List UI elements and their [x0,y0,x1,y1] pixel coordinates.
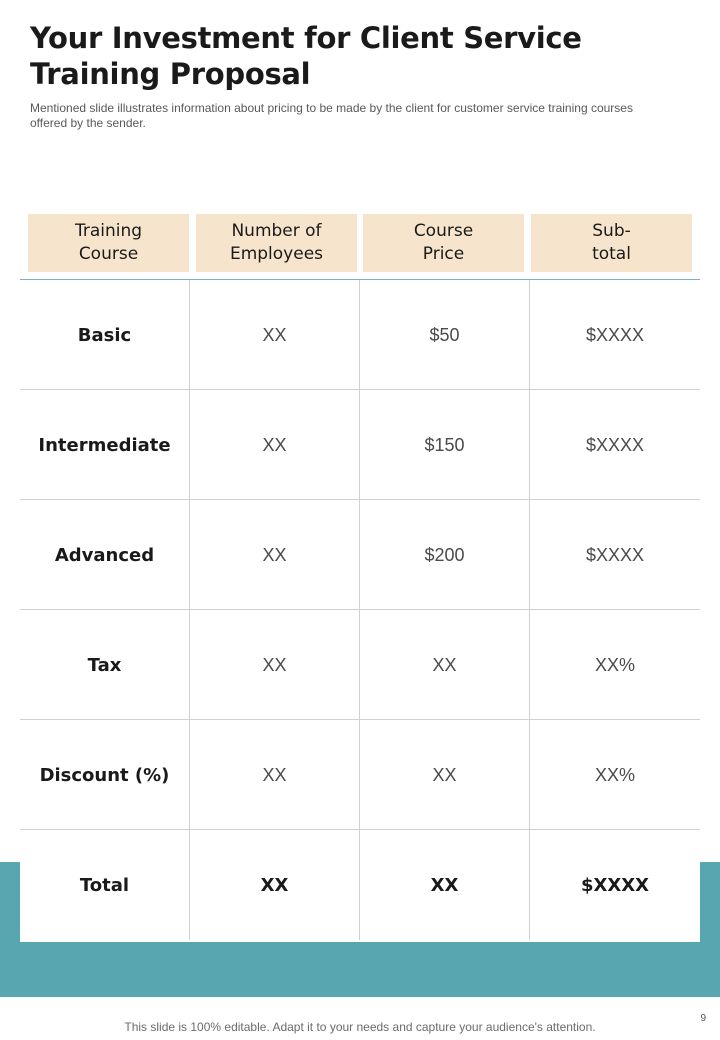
header-training-course: Training Course [28,214,189,272]
subtotal-cell: $XXXX [580,874,650,896]
price-cell: XX [360,830,530,940]
subtotal-cell: $XXXX [585,324,645,345]
price-cell: XX [360,720,530,830]
header-subtotal: Sub- total [531,214,692,272]
price-cell: $200 [360,500,530,610]
employees-cell: XX [190,500,360,610]
subtotal-cell: XX% [594,764,636,785]
employees-cell: XX [190,720,360,830]
table-row-basic [20,280,700,390]
employees-cell: XX [190,280,360,390]
employees-cell: XX [190,610,360,720]
pricing-table [20,279,700,942]
subtotal-cell: XX% [594,654,636,675]
employees-cell: XX [190,830,360,940]
row-label: Intermediate [20,390,190,500]
row-label: Discount (%) [20,720,190,830]
page-subtitle: Mentioned slide illustrates information about pricing to be made by the client for customer service training courses offered by the sender. [30,101,633,130]
header-course-price: Course Price [363,214,524,272]
row-label: Basic [20,280,190,390]
price-cell: XX [360,610,530,720]
row-label: Total [20,830,190,940]
price-cell: $50 [360,280,530,390]
row-label: Advanced [20,500,190,610]
price-cell: $150 [360,390,530,500]
table-row-advanced [20,500,700,610]
footer-note: This slide is 100% editable. Adapt it to your needs and capture your audience's attention. [124,1020,596,1034]
page-number: 9 [700,1013,706,1024]
header-number-of-employees: Number of Employees [196,214,357,272]
page-title: Your Investment for Client Service Training Proposal [30,21,582,91]
subtotal-cell: $XXXX [585,544,645,565]
row-label: Tax [20,610,190,720]
table-header-row [28,214,693,272]
subtotal-cell: $XXXX [585,434,645,455]
table-row-tax [20,610,700,720]
table-row-intermediate [20,390,700,500]
table-row-total [20,830,700,940]
table-row-discount [20,720,700,830]
employees-cell: XX [190,390,360,500]
